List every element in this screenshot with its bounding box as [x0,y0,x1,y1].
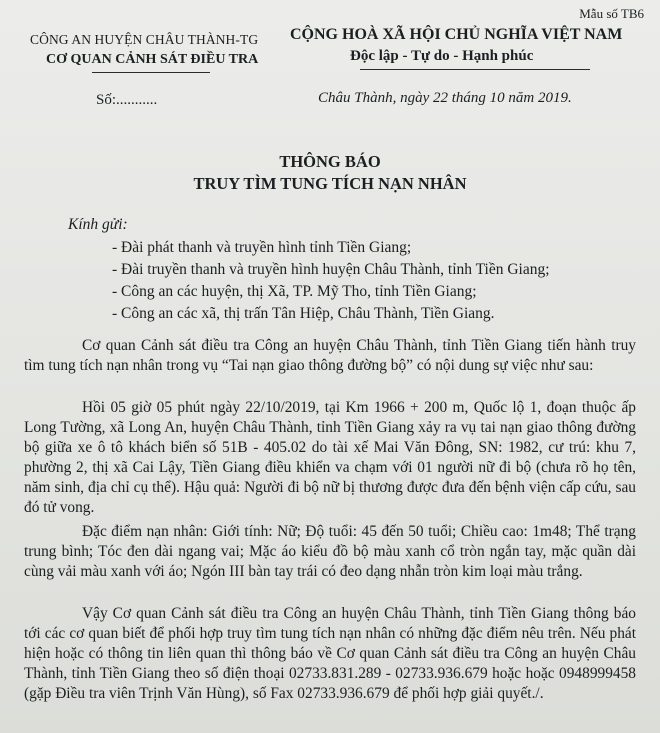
document-title: THÔNG BÁO [279,152,381,171]
request-paragraph: Vậy Cơ quan Cảnh sát điều tra Công an huyện Châu Thành, tỉnh Tiền Giang thông báo tới các cơ quan biết để phối hợp truy tìm tung tích nạn nhân có những đặc điểm nêu trên. Nếu phát hiện hoặc có thông tin liên quan thì thông báo về Cơ quan Cảnh sát điều tra Công an huyện Châu Thành, tỉnh Tiền Giang theo số điện thoại 02733.831.289 - 02733.936.679 hoặc hoặc 0948999458 (gặp Điều tra viên Trịnh Văn Hùng), số Fax 02733.936.679 để phối hợp giải quyết./. [24,605,636,702]
incident-paragraph: Hồi 05 giờ 05 phút ngày 22/10/2019, tại Km 1966 + 200 m, Quốc lộ 1, đoạn thuộc ấp Long Tường, xã Long An, huyện Châu Thành, tỉnh Tiền Giang xảy ra vụ tai nạn giao thông đường bộ giữa xe ô tô khách biển số 51B - 405.02 do tài xế Mai Văn Đông, SN: 1982, cư trú: khu 7, phường 2, thị xã Cai Lậy, Tiền Giang điều khiển va chạm với 01 người nữ đi bộ (chưa rõ họ tên, năm sinh, địa chỉ cụ thể). Hậu quả: Người đi bộ nữ bị thương được đưa đến bệnh viện cấp cứu, sau đó tử vong. [24,399,636,516]
national-motto: Độc lập - Tự do - Hạnh phúc [350,48,534,64]
intro-paragraph: Cơ quan Cảnh sát điều tra Công an huyện Châu Thành, tỉnh Tiền Giang tiến hành truy tìm tung tích nạn nhân trong vụ “Tai nạn giao thông đường bộ” có nội dung sự việc như sau: [24,337,636,374]
agency-underline [92,72,210,73]
document-number: Số:........... [96,92,158,108]
recipient-item: - Đài phát thanh và truyền hình tỉnh Tiền Giang; [112,239,412,256]
republic-name: CỘNG HOÀ XÃ HỘI CHỦ NGHĨA VIỆT NAM [290,26,623,43]
document-subtitle: TRUY TÌM TUNG TÍCH NẠN NHÂN [193,174,467,193]
agency-department: CƠ QUAN CẢNH SÁT ĐIỀU TRA [46,52,259,67]
recipient-item: - Đài truyền thanh và truyền hình huyện Châu Thành, tỉnh Tiền Giang; [112,261,550,278]
form-code: Mẫu số TB6 [579,6,644,21]
agency-name: CÔNG AN HUYỆN CHÂU THÀNH-TG [30,32,259,47]
motto-underline [360,69,590,70]
recipient-item: - Công an các huyện, thị Xã, TP. Mỹ Tho, tỉnh Tiền Giang; [112,283,477,300]
greeting: Kính gửi: [68,216,128,233]
victim-description-paragraph: Đặc điểm nạn nhân: Giới tính: Nữ; Độ tuổi: 45 đến 50 tuổi; Chiều cao: 1m48; Thể trạng trung bình; Tóc đen dài ngang vai; Mặc áo kiểu đồ bộ màu xanh cổ tròn ngắn tay, mặc quần dài cùng vải màu xanh với áo; Ngón III bàn tay trái có đeo dạng nhẫn tròn kim loại màu trắng. [24,523,636,580]
place-and-date: Châu Thành, ngày 22 tháng 10 năm 2019. [318,90,572,106]
recipient-item: - Công an các xã, thị trấn Tân Hiệp, Châu Thành, Tiền Giang. [112,305,495,322]
